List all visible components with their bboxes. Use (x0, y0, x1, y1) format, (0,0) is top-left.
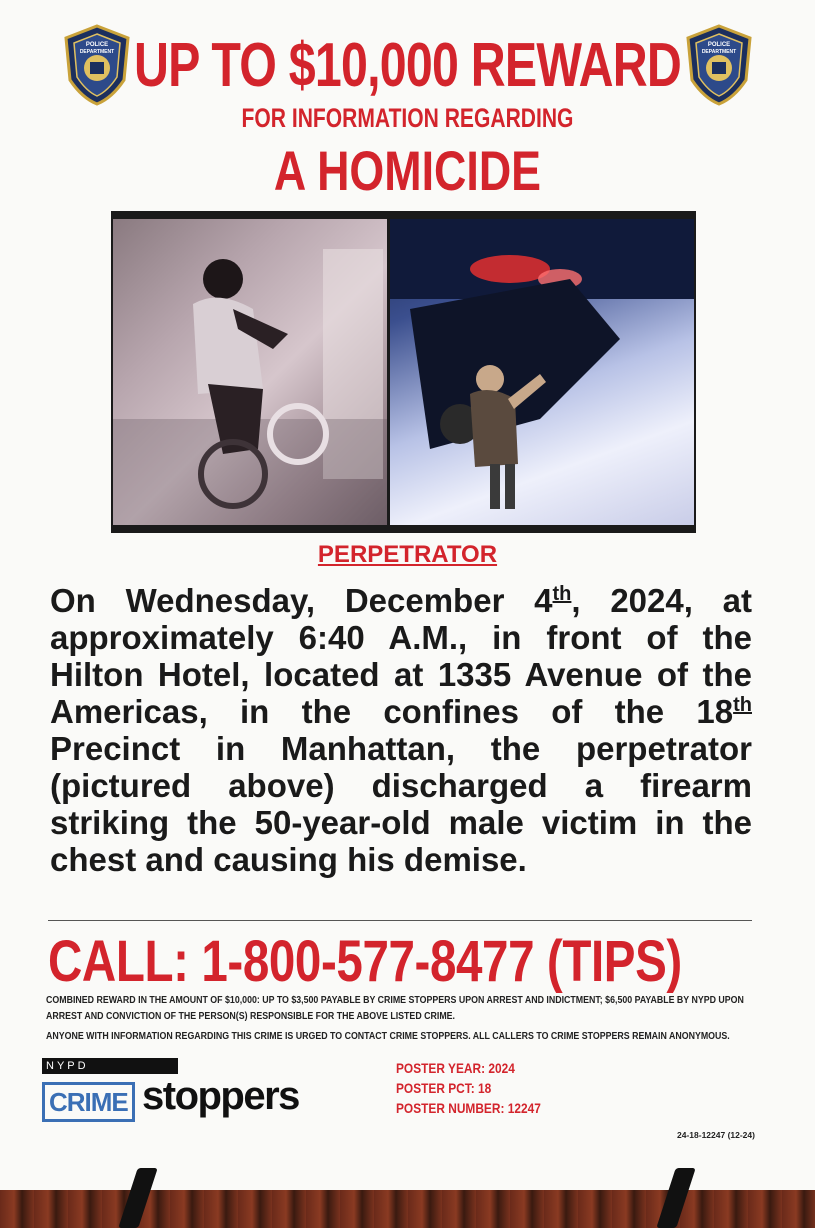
tips-hotline: CALL: 1-800-577-8477 (TIPS) (48, 929, 682, 994)
surveillance-photos (111, 211, 696, 533)
subheadline: FOR INFORMATION REGARDING (241, 103, 574, 133)
logo-nypd-bar: NYPD (42, 1058, 178, 1074)
anonymity-notice: ANYONE WITH INFORMATION REGARDING THIS CRIME IS URGED TO CONTACT CRIME STOPPERS. ALL CALLERS TO CRIME STOPPERS REMAIN ANONYMOUS. (46, 1030, 730, 1042)
logo-crime-box: CRIME (42, 1082, 135, 1122)
svg-text:DEPARTMENT: DEPARTMENT (79, 49, 115, 55)
reward-terms-line-1: COMBINED REWARD IN THE AMOUNT OF $10,000: UP TO $3,500 PAYABLE BY CRIME STOPPERS UPON ARREST AND INDICTMENT; $6,500 PAYABLE BY NYPD UPON (46, 994, 744, 1006)
photo-perpetrator-bicycle (113, 219, 387, 525)
svg-text:POLICE: POLICE (85, 42, 109, 48)
incident-description: On Wednesday, December 4th, 2024, at approximately 6:40 A.M., in front of the Hilton Hotel, located at 1335 Avenue of the Americas, in the confines of the 18th Precinct in Manhattan, the perpetrator (pictured above) discharged a firearm striking the 50-year-old male victim in the chest and causing his demise. (50, 582, 752, 878)
photo-perpetrator-firearm (390, 219, 694, 525)
poster-code: 24-18-12247 (12-24) (677, 1130, 755, 1140)
poster-year: POSTER YEAR: 2024 (396, 1060, 515, 1076)
poster-metadata (396, 1058, 541, 1118)
poster-precinct: POSTER PCT: 18 (396, 1080, 492, 1096)
poster-number: POSTER NUMBER: 12247 (396, 1100, 541, 1116)
crime-type: A HOMICIDE (273, 139, 542, 202)
svg-text:DEPARTMENT: DEPARTMENT (701, 49, 737, 55)
perpetrator-label: PERPETRATOR (317, 541, 498, 568)
logo-stoppers-text: stoppers (142, 1074, 299, 1118)
reward-headline: UP TO $10,000 REWARD (133, 31, 682, 100)
reward-terms-line-2: ARREST AND CONVICTION OF THE PERSON(S) RESPONSIBLE FOR THE ABOVE LISTED CRIME. (46, 1010, 456, 1022)
crime-stoppers-logo (42, 1058, 342, 1124)
divider (48, 920, 752, 921)
svg-text:POLICE: POLICE (707, 42, 731, 48)
